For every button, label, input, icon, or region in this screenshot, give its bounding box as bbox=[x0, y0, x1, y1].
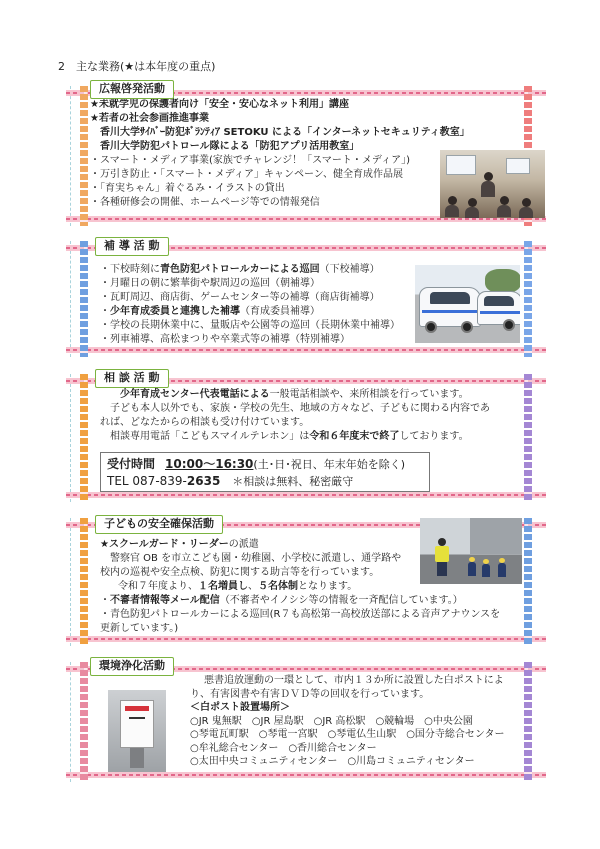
text-plain: れば、どなたからの相談も受け付けています。 bbox=[100, 417, 310, 428]
hours-note: (土･日･祝日、年末年始を除く) bbox=[253, 458, 406, 471]
child-cap bbox=[483, 559, 489, 564]
frame-ribbon-bottom bbox=[66, 347, 546, 353]
section-body bbox=[100, 388, 490, 444]
car-wheel bbox=[461, 321, 473, 333]
text-line bbox=[100, 594, 500, 608]
audience-body bbox=[497, 205, 511, 217]
reception-hours-line bbox=[107, 456, 423, 473]
car-window bbox=[484, 296, 514, 306]
car-wheel bbox=[425, 321, 437, 333]
section-body bbox=[90, 98, 470, 210]
frame-bar-right bbox=[524, 518, 532, 646]
hours-label: 受付時間 bbox=[107, 457, 156, 471]
text-plain: ・青色防犯パトロールカーによる巡回(R７も高松第一高校放送部による音声アナウンスを bbox=[100, 609, 501, 620]
frame-guide-line bbox=[70, 662, 71, 782]
location-item: ○川島コミュニティセンター bbox=[347, 756, 475, 767]
location-row bbox=[190, 755, 515, 769]
text-plain: ・列車補導、高松まつりや卒業式等の補導（特別補導） bbox=[100, 334, 350, 345]
frame-bar-left bbox=[80, 374, 88, 502]
audience-body bbox=[445, 205, 459, 217]
text-line bbox=[100, 291, 400, 305]
section-title: 補 導 活 動 bbox=[95, 237, 169, 256]
text-line bbox=[100, 416, 490, 430]
frame-bar-right bbox=[524, 374, 532, 502]
car-window bbox=[430, 292, 470, 304]
tel-number-tail: 2635 bbox=[186, 474, 221, 488]
telephone-line bbox=[107, 473, 423, 490]
location-item: ○琴電瓦町駅 bbox=[190, 729, 249, 740]
text-plain: ・ bbox=[100, 595, 110, 606]
location-row bbox=[190, 728, 515, 742]
guard-safety-vest bbox=[435, 546, 449, 562]
text-line: ★未就学児の保護者向け「安全・安心なネット利用」講座 bbox=[90, 99, 349, 110]
guard-legs bbox=[437, 562, 447, 576]
text-bold: １名増員し bbox=[198, 581, 248, 592]
projector-screen bbox=[446, 155, 476, 175]
text-plain: 令和７年度より、 bbox=[118, 581, 198, 592]
child-figure bbox=[498, 563, 506, 577]
car-wheel bbox=[503, 319, 515, 331]
post-stand bbox=[130, 748, 144, 768]
school-guard-photo bbox=[420, 518, 522, 584]
post-slot bbox=[129, 717, 145, 719]
section-title: 子どもの安全確保活動 bbox=[95, 515, 223, 534]
text-line: ・万引き防止・「スマート・メディア」キャンペーン、健全育成作品展 bbox=[90, 169, 403, 180]
section-body bbox=[100, 263, 400, 347]
text-plain: 更新しています。) bbox=[100, 623, 179, 634]
text-line: 香川大学防犯パトロール隊による「防犯アプリ活用教室」 bbox=[100, 141, 360, 152]
frame-bar-right bbox=[524, 241, 532, 357]
text-line: 悪書追放運動の一環として、市内１３か所に設置した白ポストによ bbox=[204, 675, 504, 686]
text-line bbox=[100, 305, 400, 319]
text-line: ★若者の社会参画推進事業 bbox=[90, 113, 209, 124]
location-item: ○JR 屋島駅 bbox=[251, 715, 304, 727]
projector-screen bbox=[506, 158, 530, 174]
post-label bbox=[125, 706, 149, 711]
white-post-photo bbox=[108, 690, 166, 772]
frame-bar-left bbox=[80, 662, 88, 782]
frame-bar-right bbox=[524, 662, 532, 782]
section-guidance bbox=[66, 241, 546, 357]
text-plain: 子ども本人以外でも、家族・学校の先生、地域の方々など、子どもに関わる内容であ bbox=[110, 403, 490, 414]
location-item: ○太田中央コミュニティセンター bbox=[190, 756, 338, 767]
guard-head bbox=[438, 538, 446, 546]
car-stripe bbox=[422, 310, 478, 313]
audience-body bbox=[519, 207, 533, 218]
text-line bbox=[100, 333, 400, 347]
text-bold: 令和６年度末で終了 bbox=[309, 431, 400, 442]
presenter-body bbox=[481, 181, 495, 197]
section-environment bbox=[66, 659, 546, 782]
tel-number-head: TEL 087-839- bbox=[107, 474, 187, 488]
text-bold: 少年育成センター代表電話による bbox=[120, 389, 270, 400]
frame-guide-line bbox=[70, 374, 71, 502]
text-plain: ・瓦町周辺、商店街、ゲームセンター等の補導（商店街補導） bbox=[100, 292, 380, 303]
location-item: ○牟礼総合センター bbox=[190, 742, 279, 754]
text-plain: 校内の巡視や安全点検、防犯に関する助言等を行っています。 bbox=[100, 567, 380, 578]
text-line: ・スマート・メディア事業(家族でチャレンジ！「スマート・メディア」) bbox=[90, 155, 411, 166]
tree bbox=[485, 269, 520, 293]
text-plain: 一般電話相談や、来所相談を行っています。 bbox=[269, 389, 469, 400]
frame-guide-line bbox=[70, 86, 71, 226]
location-item: ○中央公園 bbox=[424, 715, 473, 727]
text-plain: 相談専用電話「こどもスマイルテレホン」は bbox=[110, 431, 310, 442]
text-line bbox=[100, 608, 500, 622]
text-plain: 、 bbox=[248, 581, 258, 592]
location-item: ○琴電一宮駅 bbox=[258, 729, 318, 740]
section-child-safety bbox=[66, 518, 546, 646]
text-plain: ・下校時刻に bbox=[100, 264, 160, 275]
building bbox=[470, 518, 522, 554]
text-line bbox=[100, 430, 490, 444]
text-line bbox=[100, 319, 400, 333]
section-consultation bbox=[66, 371, 546, 502]
audience-head bbox=[500, 196, 509, 205]
child-cap bbox=[469, 557, 475, 562]
location-row bbox=[190, 715, 515, 729]
text-line bbox=[100, 402, 490, 416]
text-line bbox=[100, 388, 490, 402]
text-line: ・各種研修会の開催、ホームページ等での情報発信 bbox=[90, 197, 320, 208]
text-plain: ・ bbox=[100, 306, 110, 317]
frame-bar-left bbox=[80, 241, 88, 357]
white-post-box bbox=[120, 700, 154, 748]
audience-head bbox=[522, 198, 531, 207]
text-plain: となります。 bbox=[298, 581, 358, 592]
text-line bbox=[100, 622, 500, 636]
child-cap bbox=[499, 558, 505, 563]
presenter-head bbox=[484, 172, 493, 181]
text-line: り、有害図書や有害ＤＶＤ等の回収を行っています。 bbox=[190, 688, 430, 700]
location-item: ○琴電仏生山駅 bbox=[327, 729, 397, 740]
audience-head bbox=[448, 196, 457, 205]
locations-heading: ＜白ポスト設置場所＞ bbox=[190, 702, 290, 713]
text-bold: 青色防犯パトロールカーによる巡回 bbox=[160, 264, 320, 275]
text-plain: （下校補導） bbox=[319, 264, 380, 275]
frame-ribbon-bottom bbox=[66, 492, 546, 498]
location-item: ○国分寺総合センター bbox=[406, 729, 505, 740]
tel-note: ＊相談は無料、秘密厳守 bbox=[232, 475, 354, 488]
text-plain: の派遣 bbox=[228, 539, 259, 550]
text-bold: 少年育成委員と連携した補導 bbox=[110, 306, 240, 317]
frame-guide-line bbox=[70, 518, 71, 646]
text-plain: （不審者やイノシシ等の情報を一斉配信しています。） bbox=[219, 595, 463, 606]
contact-info-box bbox=[100, 452, 430, 492]
text-line bbox=[100, 277, 400, 291]
frame-bar-left bbox=[80, 86, 88, 226]
seminar-photo bbox=[440, 150, 545, 218]
child-figure bbox=[482, 564, 490, 577]
section-title: 環境浄化活動 bbox=[90, 657, 174, 676]
audience-head bbox=[468, 198, 477, 207]
text-plain: 警察官 OB を市立こども園・幼稚園、小学校に派遣し、通学路や bbox=[110, 553, 402, 564]
frame-ribbon-bottom bbox=[66, 636, 546, 642]
location-item: ○JR 高松駅 bbox=[313, 715, 366, 727]
location-item: ○競輪場 bbox=[375, 715, 415, 727]
frame-guide-line bbox=[70, 241, 71, 357]
frame-bar-left bbox=[80, 518, 88, 646]
car-stripe bbox=[480, 311, 520, 314]
section-body bbox=[190, 674, 515, 769]
hours-time: 10:00～16:30 bbox=[165, 457, 254, 471]
text-line: 香川大学ｻｲﾊﾞｰ防犯ﾎﾞﾗﾝﾃｨｱ SETOKU による「インターネットセキュリティ教室」 bbox=[100, 127, 470, 138]
frame-ribbon-bottom bbox=[66, 772, 546, 778]
location-row bbox=[190, 742, 515, 756]
text-plain: （育成委員補導） bbox=[240, 306, 320, 317]
child-figure bbox=[468, 562, 476, 576]
section-publicity bbox=[66, 82, 546, 226]
patrol-cars-photo bbox=[415, 265, 520, 343]
text-plain: しております。 bbox=[399, 431, 469, 442]
location-item: ○JR 鬼無駅 bbox=[190, 715, 242, 727]
text-plain: ・学校の長期休業中に、量販店や公園等の巡回（長期休業中補導） bbox=[100, 320, 400, 331]
section-title: 広報啓発活動 bbox=[90, 80, 174, 99]
section-title: 相 談 活 動 bbox=[95, 369, 169, 388]
text-plain: ・月曜日の朝に繁華街や駅周辺の巡回（朝補導） bbox=[100, 278, 320, 289]
text-line bbox=[100, 263, 400, 277]
text-bold: 不審者情報等メール配信 bbox=[110, 595, 220, 606]
location-item: ○香川総合センター bbox=[288, 742, 377, 754]
audience-body bbox=[465, 207, 479, 218]
patrol-car bbox=[477, 291, 520, 325]
text-bold: ★スクールガード・リーダー bbox=[100, 539, 229, 550]
page-heading: 2 主な業務(★は本年度の重点) bbox=[58, 60, 216, 73]
text-bold: ５名体制 bbox=[258, 581, 298, 592]
text-line: ・「育実ちゃん」着ぐるみ・イラストの貸出 bbox=[90, 183, 285, 194]
